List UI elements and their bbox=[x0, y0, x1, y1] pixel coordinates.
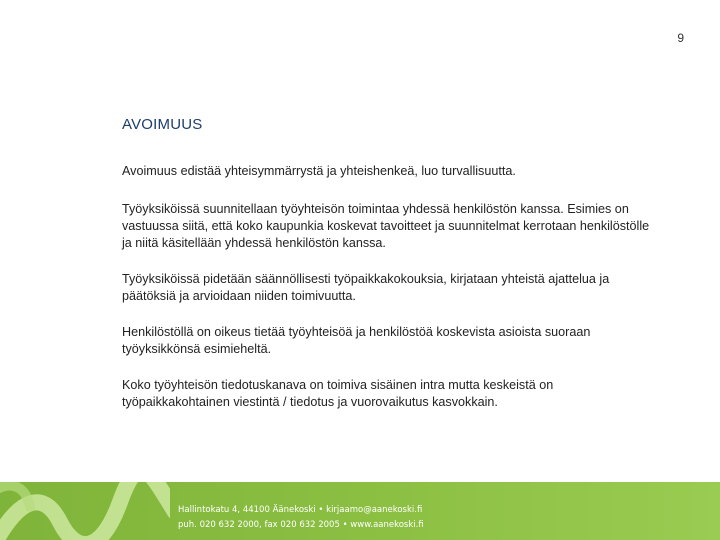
slide-content bbox=[122, 116, 662, 430]
footer-address: Hallintokatu 4, 44100 Äänekoski • kirjaamo@aanekoski.fi bbox=[178, 505, 423, 515]
paragraph-2: Työyksiköissä suunnitellaan työyhteisön toimintaa yhdessä henkilöstön kanssa. Esimies on vastuussa siitä, että koko kaupunkia koskevat tavoitteet ja suunnitelmat kerrotaan henkilöstölle ja niitä käsitellään yhdessä henkilöstön kanssa. bbox=[122, 202, 650, 250]
paragraph-4: Henkilöstöllä on oikeus tietää työyhteisöä ja henkilöstöä koskevista asioista suoraan työyksikkönsä esimieheltä. bbox=[122, 325, 591, 356]
paragraph-1: Avoimuus edistää yhteisymmärrystä ja yhteishenkeä, luo turvallisuutta. bbox=[122, 164, 516, 178]
footer-bar bbox=[0, 482, 720, 540]
paragraph-3: Työyksiköissä pidetään säännöllisesti työpaikkakokouksia, kirjataan yhteistä ajattelua ja päätöksiä ja arvioidaan niiden toimivuutta. bbox=[122, 272, 610, 303]
wave-logo-icon bbox=[0, 482, 170, 540]
footer-contact bbox=[178, 503, 424, 533]
slide-title: AVOIMUUS bbox=[122, 116, 203, 133]
footer-phone: puh. 020 632 2000, fax 020 632 2005 • www.aanekoski.fi bbox=[178, 520, 424, 530]
page-number: 9 bbox=[677, 31, 684, 45]
paragraph-5: Koko työyhteisön tiedotuskanava on toimiva sisäinen intra mutta keskeistä on työpaikkakohtainen viestintä / tiedotus ja vuorovaikutus kasvokkain. bbox=[122, 378, 554, 409]
